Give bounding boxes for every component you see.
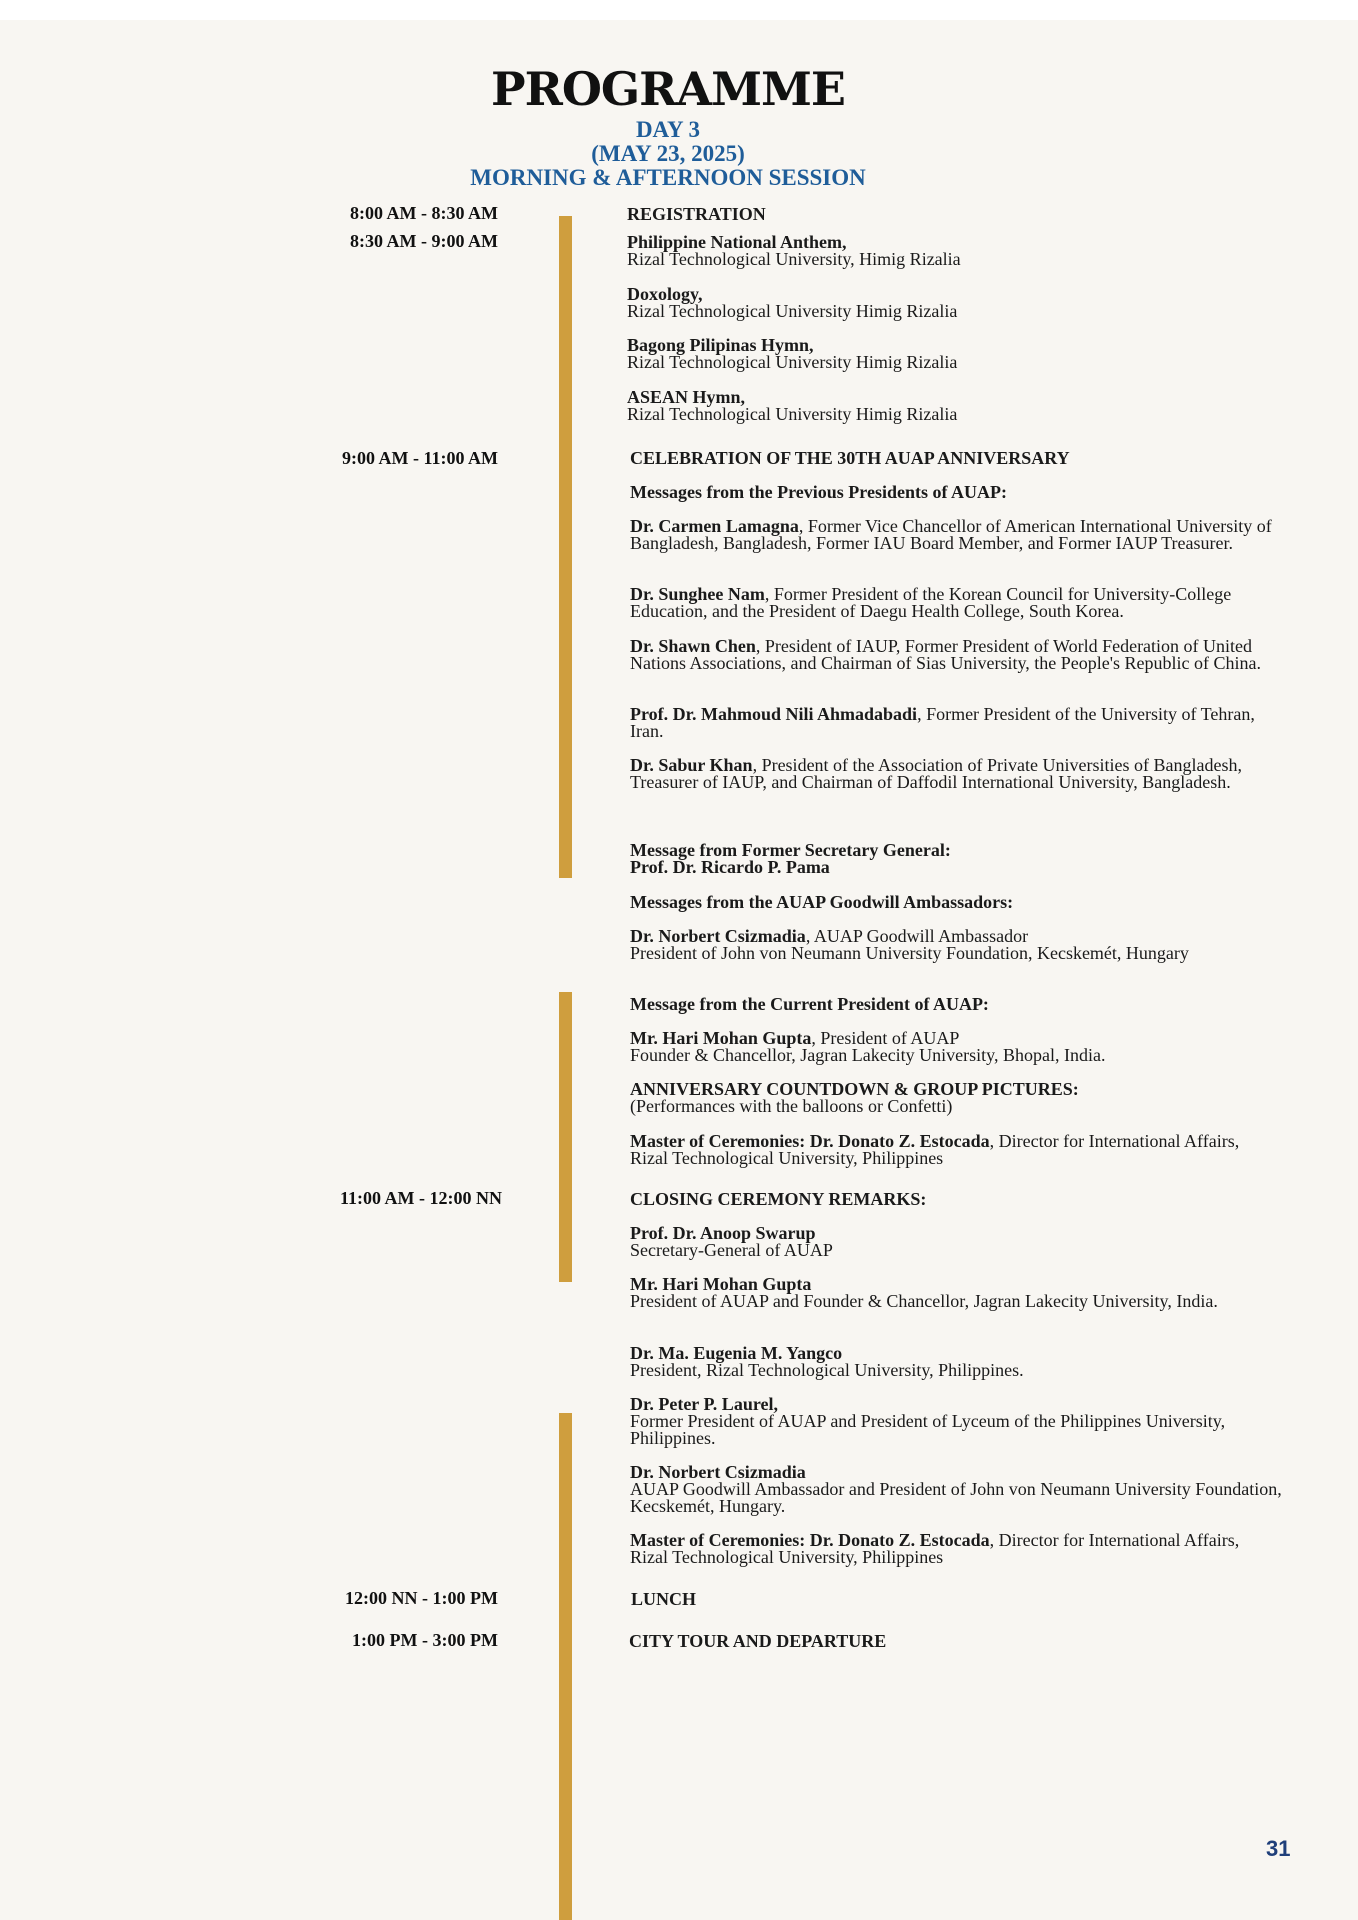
time-slot: 8:30 AM - 9:00 AM (350, 231, 498, 251)
timeline-bar (559, 992, 572, 1282)
programme-item: CITY TOUR AND DEPARTURE (629, 1631, 887, 1651)
programme-item: Bagong Pilipinas Hymn, Rizal Technological University Himig Rizalia (627, 335, 958, 372)
programme-item: Dr. Peter P. Laurel, Former President of AUAP and President of Lyceum of the Philippines University, Philippines. (630, 1394, 1226, 1448)
time-slot: 9:00 AM - 11:00 AM (342, 448, 498, 468)
programme-item: Mr. Hari Mohan Gupta, President of AUAP Founder & Chancellor, Jagran Lakecity University, Bhopal, India. (630, 1028, 1106, 1065)
programme-item: CLOSING CEREMONY REMARKS: (630, 1189, 927, 1209)
page-title: PROGRAMME (491, 62, 845, 116)
programme-item: Message from Former Secretary General: Prof. Dr. Ricardo P. Pama (630, 840, 951, 877)
time-slot: 8:00 AM - 8:30 AM (350, 203, 498, 223)
day-label: DAY 3 (635, 117, 701, 142)
programme-item: Prof. Dr. Mahmoud Nili Ahmadabadi, Former President of the University of Tehran, Iran. (630, 704, 1255, 741)
session-label: MORNING & AFTERNOON SESSION (470, 165, 866, 190)
programme-item: Dr. Sabur Khan, President of the Association of Private Universities of Bangladesh, Treasurer of IAUP, and Chairman of Daffodil International University, Bangladesh. (630, 755, 1242, 792)
programme-item: Dr. Shawn Chen, President of IAUP, Former President of World Federation of United Nations Associations, and Chairman of Sias University, the People's Republic of China. (630, 636, 1261, 673)
programme-item: Philippine National Anthem, Rizal Technological University, Himig Rizalia (627, 232, 961, 269)
timeline-bar (559, 1413, 572, 1920)
programme-item: Dr. Carmen Lamagna, Former Vice Chancellor of American International University of Bangladesh, Bangladesh, Former IAU Board Member, and Former IAUP Treasurer. (630, 516, 1272, 553)
programme-item: Master of Ceremonies: Dr. Donato Z. Estocada, Director for International Affairs, Rizal Technological University, Philippines (630, 1530, 1240, 1567)
time-slot: 11:00 AM - 12:00 NN (340, 1188, 502, 1208)
programme-page (0, 20, 1358, 1920)
time-slot: 1:00 PM - 3:00 PM (352, 1630, 498, 1650)
page-number: 31 (1266, 1836, 1291, 1861)
programme-item: ANNIVERSARY COUNTDOWN & GROUP PICTURES: (Performances with the balloons or Confetti) (630, 1079, 1079, 1116)
programme-item: Dr. Norbert Csizmadia AUAP Goodwill Ambassador and President of John von Neumann University Foundation, Kecskemét, Hungary. (630, 1462, 1282, 1516)
programme-item: Master of Ceremonies: Dr. Donato Z. Estocada, Director for International Affairs, Rizal Technological University, Philippines (630, 1131, 1240, 1168)
programme-item: Dr. Ma. Eugenia M. Yangco President, Rizal Technological University, Philippines. (630, 1343, 1024, 1380)
programme-item: Prof. Dr. Anoop Swarup Secretary-General of AUAP (630, 1223, 833, 1260)
programme-item: Dr. Norbert Csizmadia, AUAP Goodwill Ambassador President of John von Neumann University Foundation, Kecskemét, Hungary (630, 926, 1189, 963)
programme-item: Dr. Sunghee Nam, Former President of the Korean Council for University-College Education, and the President of Daegu Health College, South Korea. (630, 584, 1232, 621)
programme-item: Messages from the AUAP Goodwill Ambassadors: (630, 892, 1014, 912)
programme-item: Doxology, Rizal Technological University Himig Rizalia (627, 284, 958, 321)
programme-item: ASEAN Hymn, Rizal Technological University Himig Rizalia (627, 387, 958, 424)
programme-item: Message from the Current President of AUAP: (630, 994, 989, 1014)
programme-item: Mr. Hari Mohan Gupta President of AUAP and Founder & Chancellor, Jagran Lakecity University, India. (630, 1274, 1218, 1311)
programme-item: Messages from the Previous Presidents of AUAP: (630, 482, 1007, 502)
programme-item: LUNCH (631, 1589, 697, 1609)
time-slot: 12:00 NN - 1:00 PM (345, 1588, 498, 1608)
programme-item: REGISTRATION (627, 204, 766, 224)
date-label: (MAY 23, 2025) (591, 141, 745, 166)
timeline-bar (559, 216, 572, 878)
programme-item: CELEBRATION OF THE 30TH AUAP ANNIVERSARY (630, 448, 1070, 468)
